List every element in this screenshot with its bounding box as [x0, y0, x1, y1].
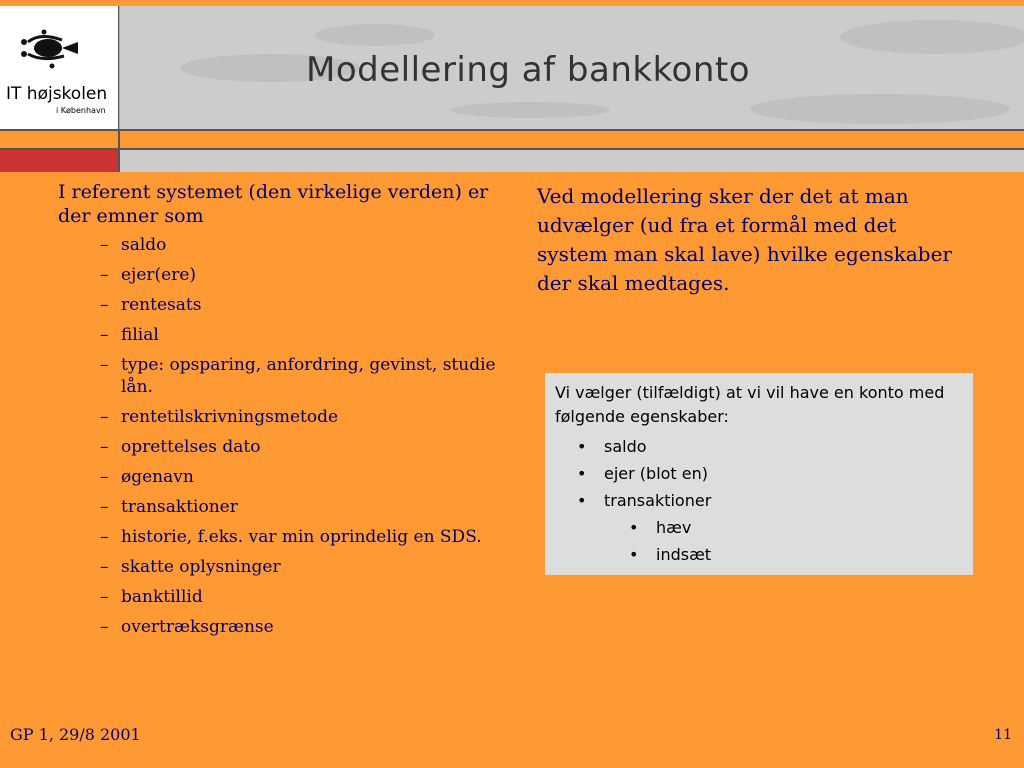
box-item-label: saldo	[604, 437, 647, 456]
list-item: – rentesats	[100, 294, 518, 316]
list-item: – type: opsparing, anfordring, gevinst, studie lån.	[100, 354, 518, 398]
bullet-icon: •	[629, 545, 639, 564]
slide-header	[0, 0, 1024, 176]
page-number: 11	[994, 727, 1012, 743]
decorative-swoosh	[315, 24, 435, 46]
box-item-label: ejer (blot en)	[604, 464, 709, 483]
bullet-icon: •	[577, 491, 587, 510]
list-item: – filial	[100, 324, 518, 346]
bird-logo-icon	[18, 26, 98, 82]
bullet-icon: •	[629, 518, 639, 537]
decorative-swoosh	[840, 20, 1024, 54]
box-intro-text: Vi vælger (tilfældigt) at vi vil have en konto med følgende egenskaber:	[555, 383, 945, 426]
logo-subtitle: i København	[56, 106, 106, 115]
decorative-swoosh	[450, 102, 610, 118]
logo-name: IT højskolen	[6, 84, 108, 104]
list-item: – overtræksgrænse	[100, 616, 518, 638]
list-item: – skatte oplysninger	[100, 556, 518, 578]
box-item-label: transaktioner	[604, 491, 712, 510]
left-content	[58, 180, 518, 646]
list-item: – historie, f.eks. var min oprindelig en SDS.	[100, 526, 518, 548]
logo	[0, 6, 119, 131]
list-item: – transaktioner	[100, 496, 518, 518]
attribute-list	[58, 234, 518, 638]
bullet-icon: •	[577, 437, 587, 456]
slide-title: Modellering af bankkonto	[306, 50, 751, 90]
box-subitem-label: indsæt	[656, 545, 712, 564]
right-paragraph: Ved modellering sker der det at man udvælger (ud fra et formål med det system man skal lave) hvilke egenskaber der skal medtages.	[537, 184, 952, 295]
footer-date: GP 1, 29/8 2001	[10, 725, 141, 744]
grey-strip	[120, 150, 1024, 172]
list-item: – banktillid	[100, 586, 518, 608]
decorative-swoosh	[750, 94, 1010, 124]
selection-box	[545, 373, 973, 575]
list-item: – oprettelses dato	[100, 436, 518, 458]
bullet-icon: •	[577, 464, 587, 483]
left-intro-text: I referent systemet (den virkelige verden) er der emner som	[58, 181, 489, 227]
divider	[0, 129, 1024, 131]
list-item: – ejer(ere)	[100, 264, 518, 286]
list-item: – rentetilskrivningsmetode	[100, 406, 518, 428]
box-subitem-label: hæv	[656, 518, 692, 537]
list-item: – saldo	[100, 234, 518, 256]
list-item: – øgenavn	[100, 466, 518, 488]
accent-block	[0, 150, 118, 172]
